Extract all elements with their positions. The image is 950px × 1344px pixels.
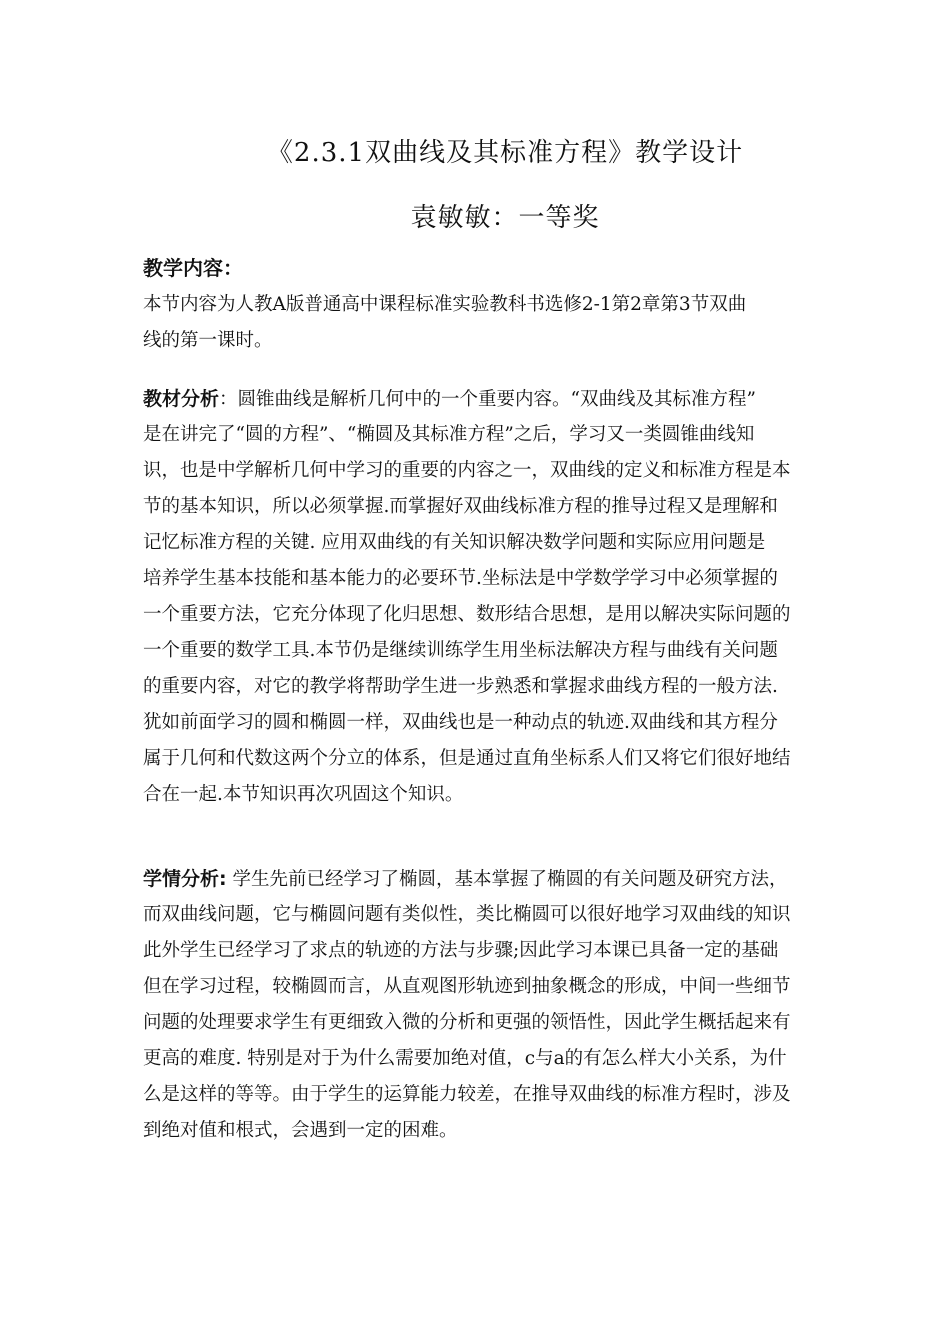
- students-line: 么是这样的等等。由于学生的运算能力较差，在推导双曲线的标准方程时，涉及: [143, 1084, 791, 1105]
- students-line: 问题的处理要求学生有更细致入微的分析和更强的领悟性，因此学生概括起来有: [143, 1012, 791, 1033]
- students-line: 但在学习过程，较椭圆而言，从直观图形轨迹到抽象概念的形成，中间一些细节: [143, 976, 791, 997]
- students-line: 到绝对值和根式，会遇到一定的困难。: [143, 1120, 458, 1141]
- material-line: 是在讲完了“圆的方程”、“椭圆及其标准方程”之后，学习又一类圆锥曲线知: [143, 424, 755, 445]
- material-line: 培养学生基本技能和基本能力的必要环节.坐标法是中学数学学习中必须掌握的: [143, 568, 778, 589]
- material-line: 节的基本知识，所以必须掌握.而掌握好双曲线标准方程的推导过程又是理解和: [143, 496, 778, 517]
- document-author: 袁敏敏：一等奖: [410, 203, 600, 233]
- students-line: 而双曲线问题，它与椭圆问题有类似性，类比椭圆可以很好地学习双曲线的知识: [143, 904, 791, 925]
- material-line: 一个重要的数学工具.本节仍是继续训练学生用坐标法解决方程与曲线有关问题: [143, 640, 778, 661]
- material-text: ：圆锥曲线是解析几何中的一个重要内容。“双曲线及其标准方程”: [219, 389, 756, 410]
- section-heading-students: 学情分析:: [143, 868, 227, 890]
- material-line: 的重要内容，对它的教学将帮助学生进一步熟悉和掌握求曲线方程的一般方法.: [143, 676, 778, 697]
- material-line: 犹如前面学习的圆和椭圆一样，双曲线也是一种动点的轨迹.双曲线和其方程分: [143, 712, 778, 733]
- content-line: 线的第一课时。: [143, 330, 273, 351]
- material-first-line: [143, 384, 756, 411]
- material-line: 一个重要方法，它充分体现了化归思想、数形结合思想，是用以解决实际问题的: [143, 604, 791, 625]
- section-heading-content: 教学内容：: [143, 256, 243, 280]
- material-line: 合在一起.本节知识再次巩固这个知识。: [143, 784, 464, 805]
- content-line: 本节内容为人教A版普通高中课程标准实验教科书选修2-1第2章第3节双曲: [143, 294, 747, 315]
- material-line: 记忆标准方程的关键. 应用双曲线的有关知识解决数学问题和实际应用问题是: [143, 532, 766, 553]
- students-text: 学生先前已经学习了椭圆，基本掌握了椭圆的有关问题及研究方法，: [226, 869, 788, 890]
- document-title: 《2.3.1双曲线及其标准方程》教学设计: [266, 138, 744, 168]
- students-line: 此外学生已经学习了求点的轨迹的方法与步骤;因此学习本课已具备一定的基础: [143, 940, 779, 961]
- students-line: 更高的难度. 特别是对于为什么需要加绝对值，c与a的有怎么样大小关系，为什: [143, 1048, 787, 1069]
- material-line: 识，也是中学解析几何中学习的重要的内容之一，双曲线的定义和标准方程是本: [143, 460, 791, 481]
- students-first-line: [143, 864, 788, 891]
- section-heading-material: 教材分析: [143, 388, 220, 410]
- material-line: 属于几何和代数这两个分立的体系，但是通过直角坐标系人们又将它们很好地结: [143, 748, 791, 769]
